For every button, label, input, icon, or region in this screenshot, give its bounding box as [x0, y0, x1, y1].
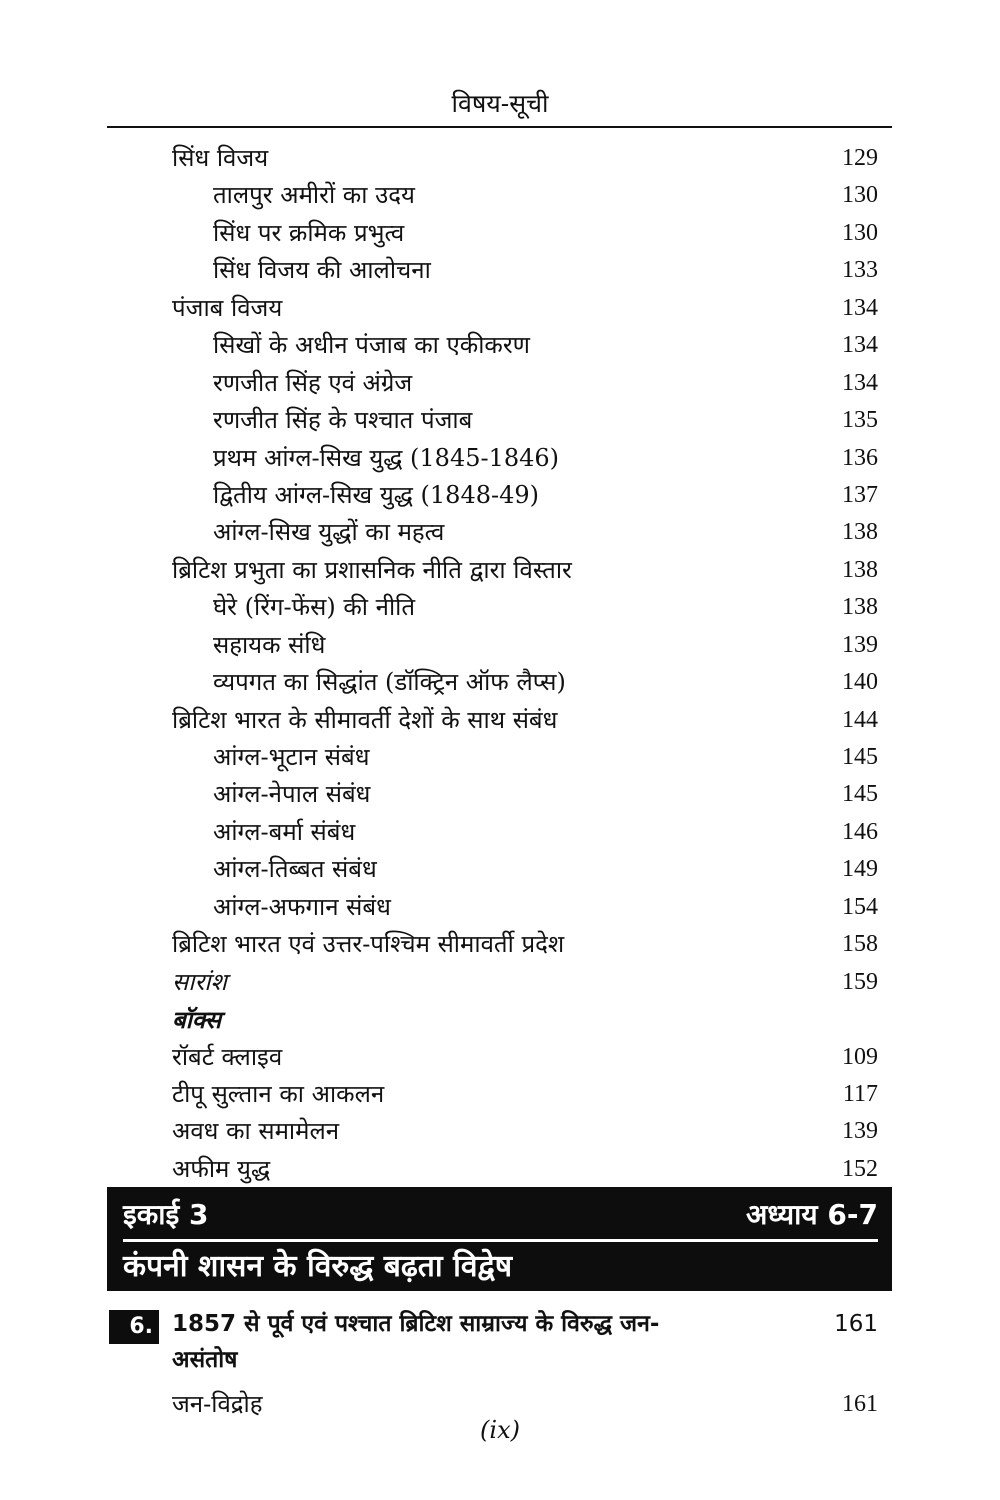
- toc-entry-label: तालपुर अमीरों का उदय: [213, 181, 415, 210]
- chapter-title: 1857 से पूर्व एवं पश्चात ब्रिटिश साम्राज्य के विरुद्ध जन-असंतोष: [172, 1311, 660, 1373]
- toc-entry: [0, 664, 1000, 701]
- toc-entry: [0, 177, 1000, 214]
- toc-entry: [0, 1039, 1000, 1076]
- toc-entry: [0, 1151, 1000, 1188]
- toc-entry-label: पंजाब विजय: [172, 293, 283, 322]
- toc-entry: [0, 514, 1000, 551]
- unit-label: इकाई 3: [123, 1198, 209, 1231]
- toc-entry-label: घेरे (रिंग-फेंस) की नीति: [213, 593, 416, 622]
- toc-entry: [0, 215, 1000, 252]
- toc-entry-label: आंग्ल-सिख युद्धों का महत्व: [213, 518, 445, 547]
- toc-entry: [0, 702, 1000, 739]
- toc-entry: [0, 1113, 1000, 1150]
- toc-entry: [0, 926, 1000, 963]
- toc-entry-page: 145: [842, 744, 878, 770]
- toc-entry-page: 117: [842, 1080, 878, 1107]
- toc-entry-page: 158: [842, 931, 878, 958]
- toc-entry-page: 134: [842, 294, 878, 321]
- toc-entry-page: 133: [842, 257, 878, 284]
- toc-entry-label: ब्रिटिश भारत के सीमावर्ती देशों के साथ संबंध: [172, 705, 558, 734]
- toc-entry-label: आंग्ल-अफगान संबंध: [213, 892, 391, 921]
- toc-entry-page: 154: [842, 893, 878, 920]
- toc-entry: [0, 252, 1000, 289]
- toc-entry-label: रॉबर्ट क्लाइव: [172, 1042, 283, 1071]
- toc-entry: [0, 440, 1000, 477]
- toc-entry-page: 134: [842, 332, 878, 359]
- toc-entry: [0, 776, 1000, 813]
- header-divider: [107, 126, 892, 128]
- toc-entry-page: 129: [842, 145, 878, 171]
- footer-page-number: (ix): [480, 1416, 520, 1444]
- toc-entry: [0, 290, 1000, 327]
- toc-entry-page: 134: [842, 369, 878, 396]
- toc-entry-page: 130: [842, 182, 878, 209]
- unit-chapters: अध्याय 6-7: [746, 1198, 878, 1231]
- toc-entry-page: 137: [842, 481, 878, 508]
- toc-entry: [0, 739, 1000, 776]
- toc-entry-label: आंग्ल-नेपाल संबंध: [213, 780, 371, 809]
- toc-entry-page: 159: [842, 968, 878, 995]
- chapter-number-badge: 6.: [109, 1310, 159, 1344]
- toc-entry-page: 146: [842, 818, 878, 845]
- toc-entry-page: 135: [842, 407, 878, 434]
- toc-entry-label: सारांश: [172, 967, 227, 996]
- toc-entry-page: 149: [842, 856, 878, 883]
- toc-entry-label: बॉक्स: [172, 1005, 222, 1035]
- toc-entry-label: सहायक संधि: [213, 630, 326, 659]
- toc-entry-label: सिंध विजय: [172, 144, 269, 172]
- toc-entry-label: आंग्ल-बर्मा संबंध: [213, 817, 356, 846]
- toc-entry-label: द्वितीय आंग्ल-सिख युद्ध (1848-49): [213, 480, 539, 509]
- toc-entry-label: प्रथम आंग्ल-सिख युद्ध (1845-1846): [213, 443, 560, 472]
- toc-entry-label: रणजीत सिंह के पश्चात पंजाब: [213, 406, 473, 435]
- toc-entry-label: अफीम युद्ध: [172, 1154, 271, 1183]
- toc-entry-page: 140: [842, 669, 878, 696]
- toc-entry-page: 138: [842, 594, 878, 621]
- toc-entry-label: व्यपगत का सिद्धांत (डॉक्ट्रिन ऑफ लैप्स): [213, 668, 566, 697]
- toc-entry-page: 152: [842, 1155, 878, 1182]
- toc-entry-label: टीपू सुल्तान का आकलन: [172, 1079, 385, 1108]
- toc-entry: [0, 814, 1000, 851]
- toc-entry: [0, 327, 1000, 364]
- toc-entry-label: अवध का समामेलन: [172, 1117, 340, 1146]
- page-header-title: विषय-सूची: [451, 89, 549, 118]
- toc-entry: [0, 365, 1000, 402]
- toc-entry-page: 139: [842, 1118, 878, 1145]
- toc-entry: [0, 851, 1000, 888]
- toc-entry-label: सिंध पर क्रमिक प्रभुत्व: [213, 218, 405, 247]
- toc-entry-page: 139: [842, 631, 878, 658]
- toc-entry-label: रणजीत सिंह एवं अंग्रेज: [213, 368, 413, 397]
- toc-entry-page: 109: [842, 1043, 878, 1070]
- unit-divider: [123, 1239, 878, 1242]
- toc-entry: [0, 1076, 1000, 1113]
- toc-entry: [0, 402, 1000, 439]
- toc-entry-label: जन-विद्रोह: [172, 1390, 263, 1418]
- toc-entry-label: ब्रिटिश भारत एवं उत्तर-पश्चिम सीमावर्ती प्रदेश: [172, 930, 565, 959]
- toc-entry-page: 161: [842, 1391, 878, 1417]
- toc-entry: [0, 552, 1000, 589]
- toc-entry-page: 138: [842, 519, 878, 546]
- toc-entry-page: 145: [842, 781, 878, 808]
- toc-entry-label: ब्रिटिश प्रभुता का प्रशासनिक नीति द्वारा विस्तार: [172, 555, 572, 584]
- toc-entry: [0, 964, 1000, 1001]
- toc-entry: [0, 627, 1000, 664]
- toc-entry: [0, 140, 1000, 177]
- toc-entry-page: 136: [842, 444, 878, 471]
- toc-entry: [0, 477, 1000, 514]
- unit-title: कंपनी शासन के विरुद्ध बढ़ता विद्वेष: [123, 1249, 513, 1284]
- toc-list: [0, 140, 1000, 1188]
- toc-entry: [0, 889, 1000, 926]
- unit-banner: [107, 1187, 892, 1291]
- toc-entry-label: सिखों के अधीन पंजाब का एकीकरण: [213, 331, 531, 360]
- toc-entry-page: 130: [842, 219, 878, 246]
- toc-entry-page: 144: [842, 706, 878, 733]
- toc-entry-page: 138: [842, 556, 878, 583]
- toc-entry-label: सिंध विजय की आलोचना: [213, 256, 431, 285]
- toc-entry: [0, 589, 1000, 626]
- chapter-page-number: 161: [834, 1311, 878, 1337]
- toc-entry-label: आंग्ल-भूटान संबंध: [213, 743, 370, 771]
- toc-entry: [0, 1001, 1000, 1038]
- toc-entry-label: आंग्ल-तिब्बत संबंध: [213, 855, 377, 884]
